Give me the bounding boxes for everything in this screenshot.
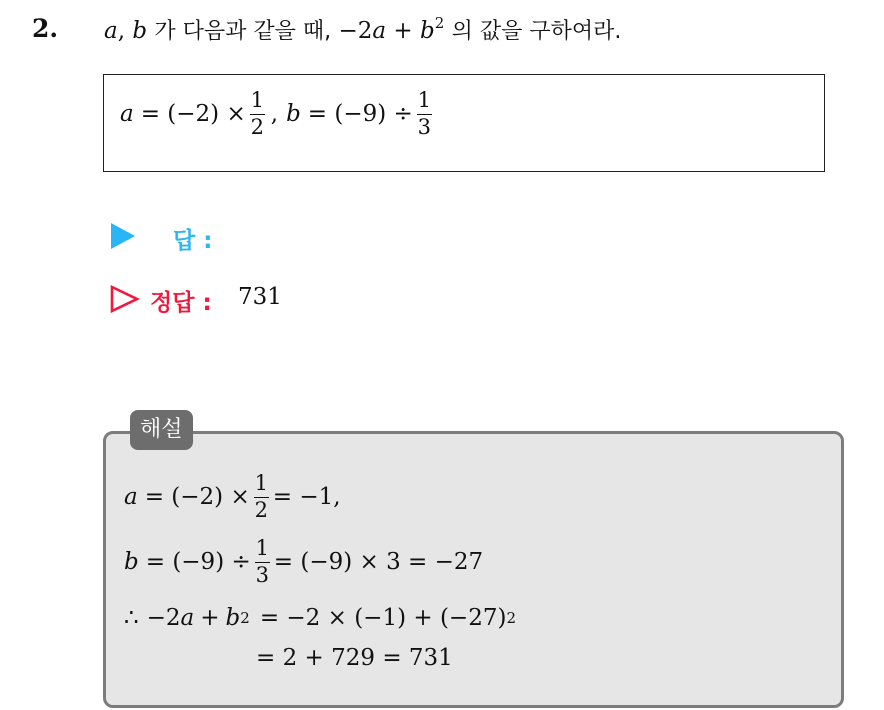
solution-line-4: = 2 + 729 = 731 bbox=[256, 645, 453, 671]
correct-answer-label: 정답 : bbox=[150, 290, 212, 316]
problem-text-2: 의 값을 구하여라. bbox=[451, 19, 622, 44]
given-b-var: b bbox=[286, 100, 301, 127]
given-expression bbox=[120, 89, 436, 138]
problem-expression: $-2a + b^2$ bbox=[338, 14, 445, 44]
correct-answer-triangle-icon bbox=[110, 285, 140, 313]
var-b: b bbox=[132, 18, 148, 44]
given-separator: , bbox=[270, 100, 279, 127]
solution-tag: 해설 bbox=[130, 410, 193, 450]
answer-play-icon bbox=[111, 223, 135, 249]
solution-line-2: b = (−9) ÷ $\frac{1}{3}$ = (−9) × 3 = −27 bbox=[124, 536, 484, 588]
given-a-fraction: $\frac{1}{2}$ bbox=[250, 88, 264, 140]
solution-line-3: ∴ −2 a + b 2 = −2 × (−1) + (−27) 2 bbox=[124, 605, 516, 631]
solution-fraction-2: $\frac{1}{3}$ bbox=[255, 536, 269, 588]
given-a-expr: = (−2) × bbox=[140, 100, 246, 127]
problem-statement: a, b 가 다음과 같을 때, $-2a + b^2$ 의 값을 구하여라. bbox=[104, 14, 622, 44]
problem-number: 2. bbox=[32, 14, 59, 43]
problem-text-1: 가 다음과 같을 때, bbox=[154, 19, 332, 44]
correct-answer-value: 731 bbox=[238, 284, 282, 310]
given-b-expr: = (−9) ÷ bbox=[307, 100, 413, 127]
given-b-fraction: $\frac{1}{3}$ bbox=[417, 88, 432, 140]
solution-fraction-1: $\frac{1}{2}$ bbox=[254, 471, 268, 523]
solution-line-1: a = (−2) × $\frac{1}{2}$ = −1, bbox=[124, 471, 341, 523]
var-a: a bbox=[104, 18, 118, 44]
answer-label: 답 : bbox=[173, 228, 213, 254]
given-a-var: a bbox=[120, 100, 134, 127]
